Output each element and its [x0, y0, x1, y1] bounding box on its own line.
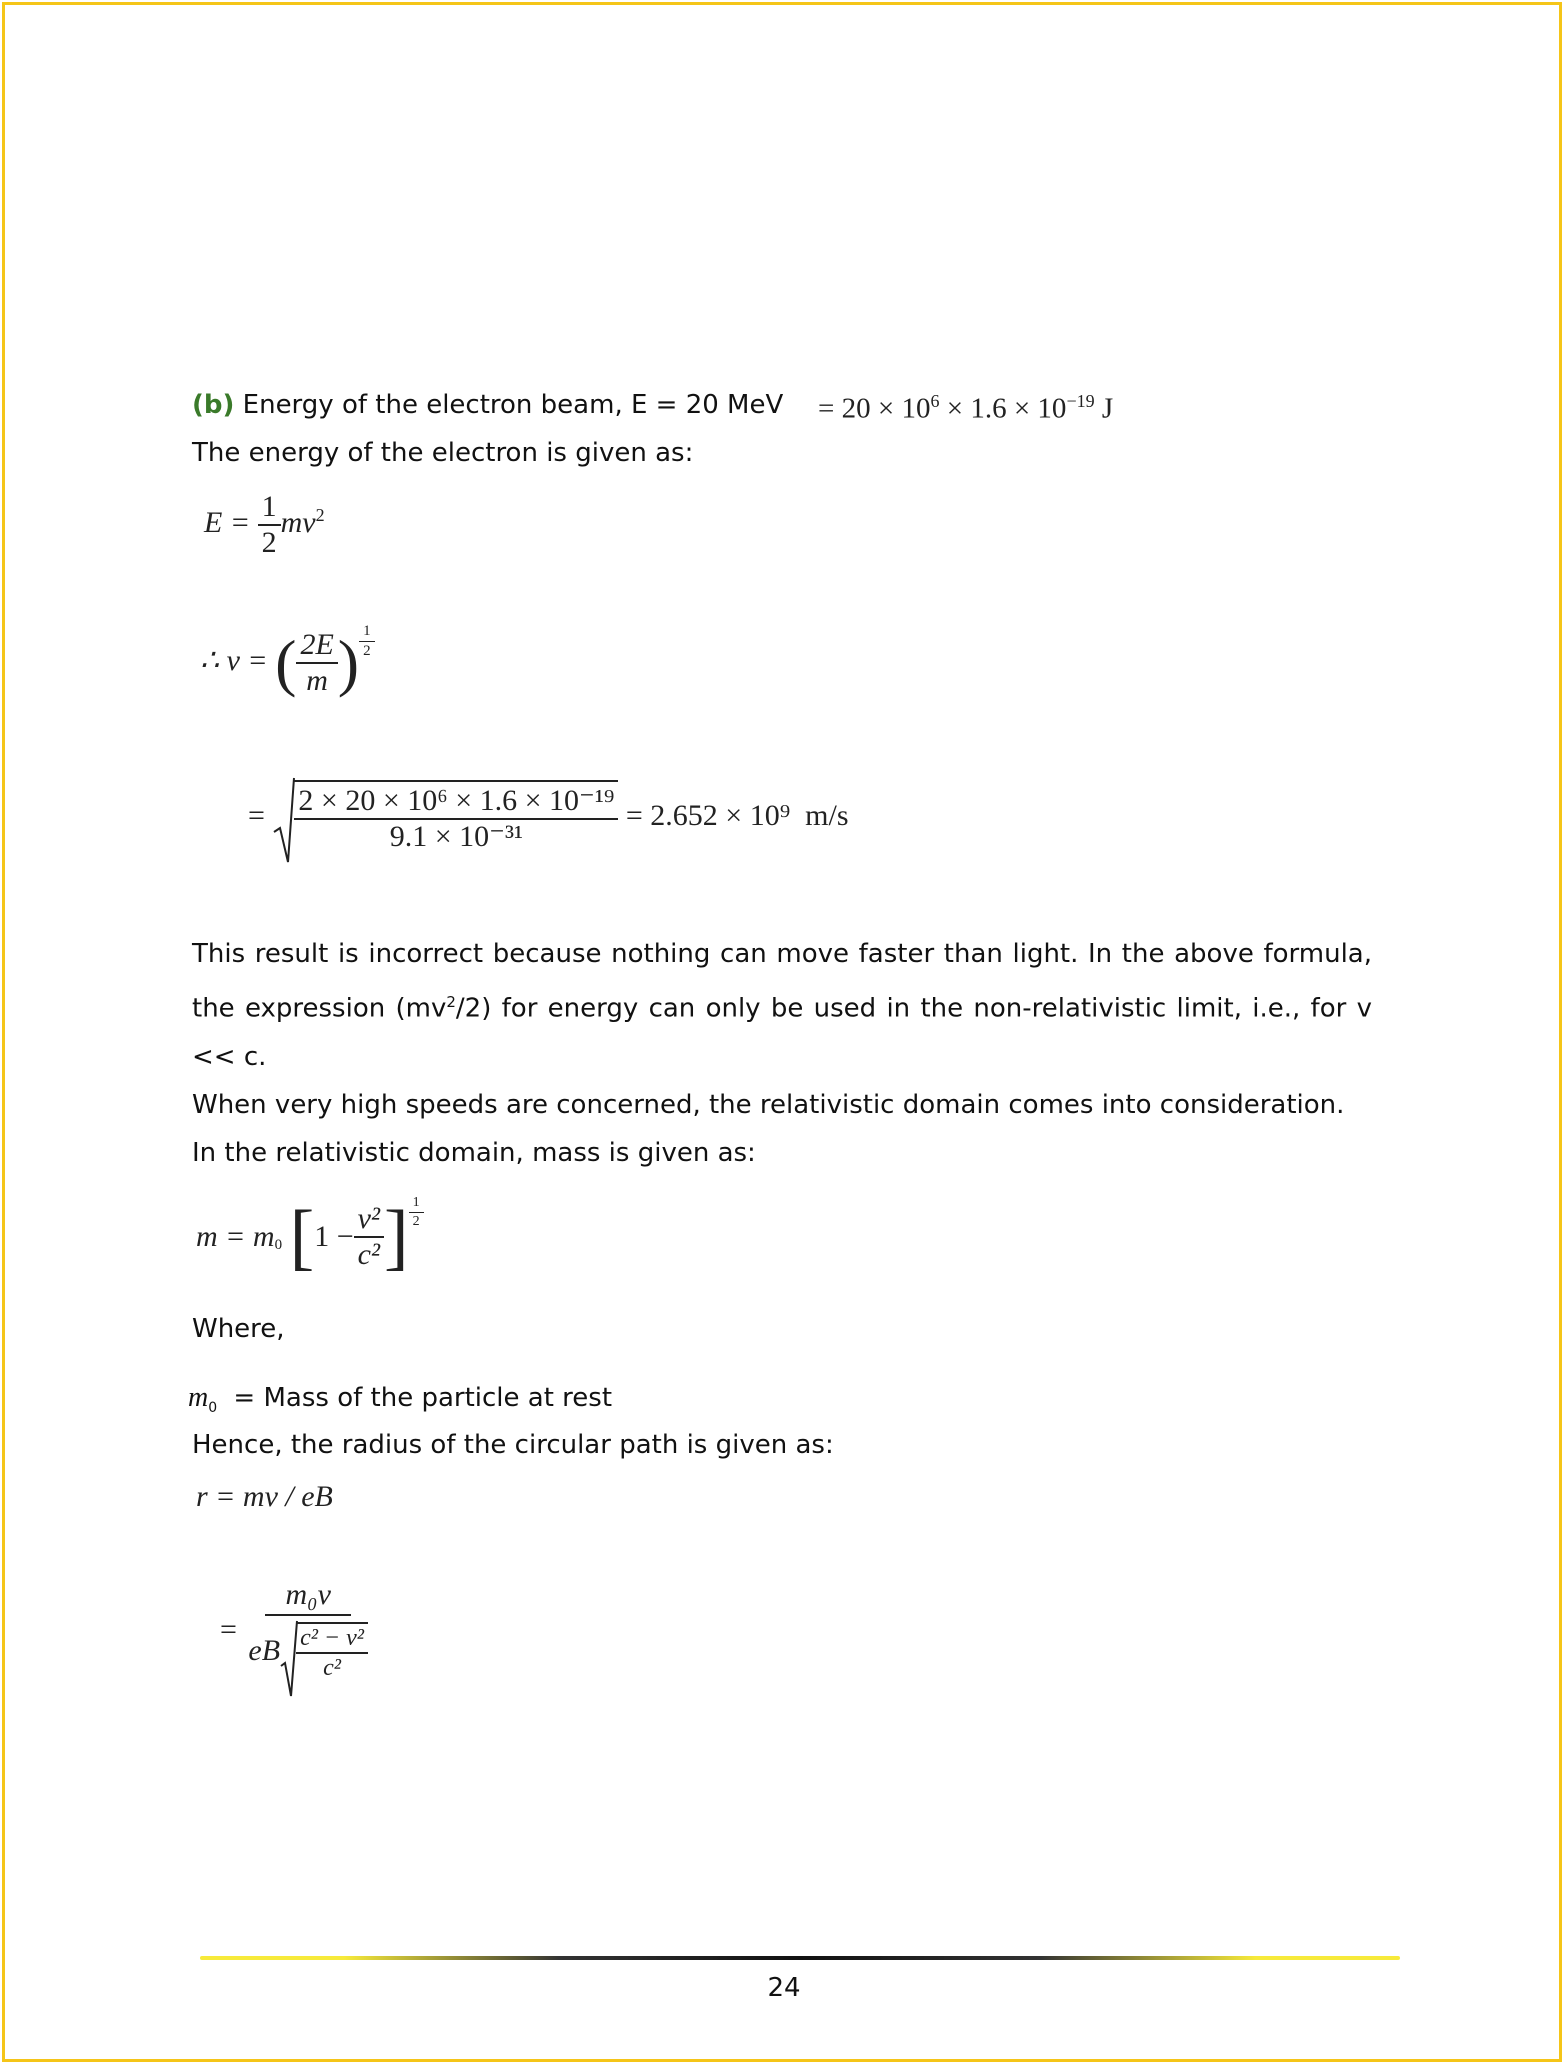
intro-value: [818, 392, 1113, 424]
eq4-exp-den: 2: [412, 1214, 420, 1229]
eq3-num: 2 × 20 × 10⁶ × 1.6 × 10⁻¹⁹: [294, 786, 618, 820]
where-label: Where,: [192, 1314, 285, 1344]
value-exp1: 6: [930, 391, 940, 411]
eq1-frac: [258, 492, 281, 558]
eq6-frac: [244, 1580, 372, 1680]
footer-divider: [200, 1956, 1400, 1960]
eq1-den: 2: [261, 526, 277, 559]
eq2-exp-den: 2: [363, 643, 371, 659]
m0-text: = Mass of the particle at rest: [233, 1383, 613, 1413]
eq2-num: 2E: [296, 630, 337, 664]
eq4-exp: [409, 1196, 424, 1229]
eq2-exp-num: 1: [359, 624, 375, 642]
para1-sup: 2: [446, 993, 456, 1011]
eq6-inner-frac: [296, 1626, 368, 1680]
para1-part2: /2) for energy can only be used in the non-relativistic limit, i.e., for v << c.: [192, 993, 1372, 1072]
value-unit: J: [1094, 392, 1114, 425]
equation-radius: r = mv / eB: [196, 1480, 333, 1513]
eq2-exp: [359, 624, 375, 659]
paragraph-incorrect-result: [192, 930, 1372, 1081]
eq6-den: [244, 1616, 372, 1680]
para1-part1: This result is incorrect because nothing can move faster than light. In the above formula, the expression (mv: [192, 939, 1372, 1024]
paragraph-high-speeds: When very high speeds are concerned, the relativistic domain comes into consideration.: [192, 1090, 1345, 1120]
eq4-den: c²: [357, 1238, 380, 1271]
eq4-bracket-left: [: [289, 1196, 315, 1278]
eq6-inner-num: c² − v²: [296, 1626, 368, 1654]
m0-sub: 0: [208, 1400, 218, 1417]
eq3-result: = 2.652 × 10⁹ m/s: [625, 799, 849, 832]
eq1-exp: 2: [315, 504, 325, 525]
m0-symbol: m: [188, 1382, 209, 1413]
eq2-paren-left: (: [275, 627, 297, 698]
eq6-num: m₀v: [265, 1580, 350, 1616]
page-number: 24: [767, 1973, 801, 2003]
equation-radius-relativistic: [220, 1580, 372, 1680]
equation-velocity: [200, 623, 375, 698]
eq4-bracket-right: ]: [383, 1196, 409, 1278]
equation-relativistic-mass: [196, 1195, 424, 1278]
eq1-num: 1: [258, 492, 281, 526]
eq1-rhs: mv: [280, 505, 316, 539]
eq2-den: m: [306, 664, 328, 697]
eq4-num: v²: [354, 1204, 384, 1238]
eq6-sqrt: [280, 1622, 368, 1680]
eq3-den: 9.1 × 10⁻³¹: [389, 820, 524, 853]
intro-line: [192, 390, 783, 420]
eq4-sub: 0: [274, 1236, 283, 1253]
eq1-lhs: E =: [204, 505, 251, 539]
eq6-eb: eB: [248, 1634, 281, 1667]
sqrt-sign-icon: [272, 774, 296, 866]
eq4-exp-num: 1: [409, 1196, 424, 1213]
energy-line: The energy of the electron is given as:: [192, 438, 694, 468]
sqrt-sign-icon: [280, 1618, 298, 1698]
eq2-lhs: ∴ v =: [200, 643, 268, 677]
equation-velocity-value: [248, 780, 849, 870]
paragraph-radius: Hence, the radius of the circular path is given as:: [192, 1430, 834, 1460]
paragraph-relativistic-mass: In the relativistic domain, mass is given as:: [192, 1138, 756, 1168]
value-exp2: −19: [1066, 391, 1095, 411]
value-mid: × 1.6 × 10: [939, 392, 1067, 425]
eq4-one: 1 −: [314, 1220, 354, 1253]
part-label: (b): [192, 390, 235, 420]
eq2-paren-right: ): [337, 627, 360, 698]
eq3-eq: =: [248, 799, 265, 832]
m0-definition: [188, 1382, 612, 1416]
eq4-frac: [354, 1204, 384, 1270]
eq3-sqrt: [272, 780, 618, 852]
eq6-eq: =: [220, 1613, 237, 1646]
equation-kinetic-energy: [204, 492, 325, 558]
eq2-frac: [296, 630, 337, 696]
eq3-frac: [294, 786, 618, 852]
eq4-lhs: m = m: [196, 1220, 275, 1253]
eq6-inner-den: c²: [323, 1655, 341, 1681]
value-eq: = 20 × 10: [818, 392, 931, 425]
intro-text: Energy of the electron beam, E = 20 MeV: [242, 390, 784, 420]
